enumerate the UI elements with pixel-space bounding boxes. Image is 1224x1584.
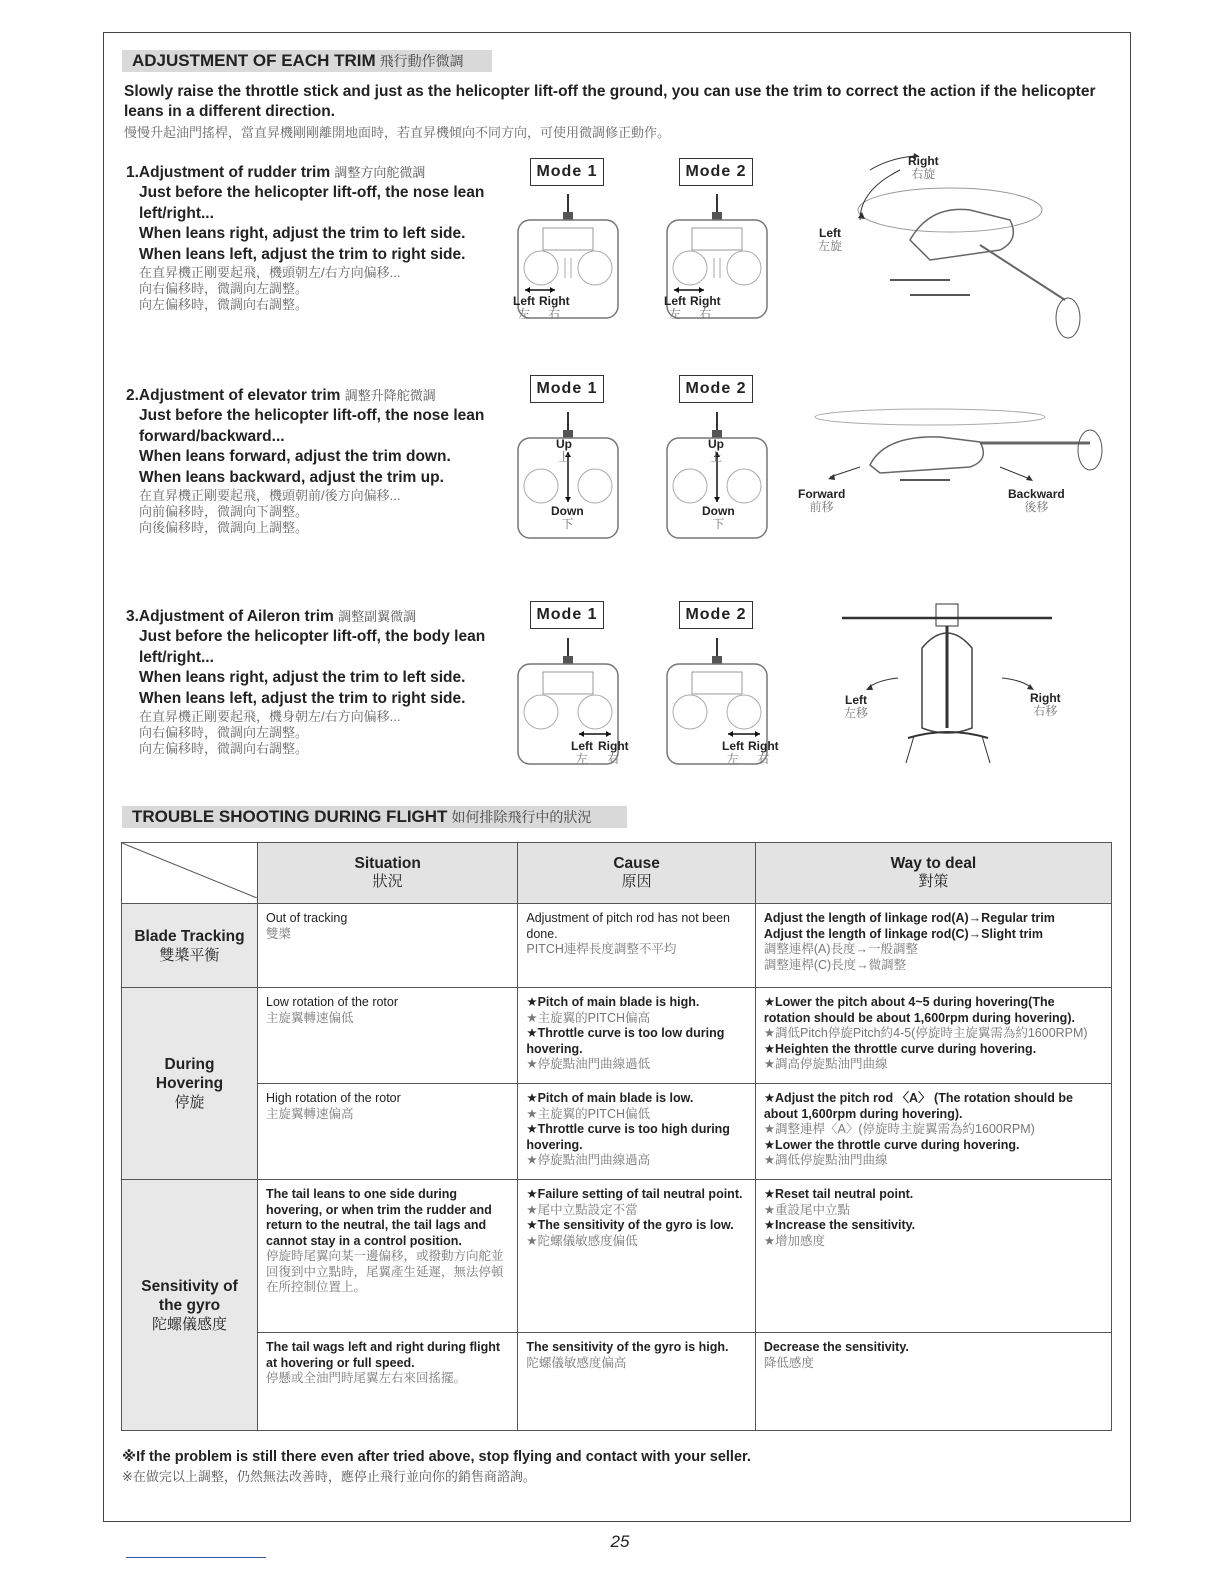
section-trim-title: ADJUSTMENT OF EACH TRIM bbox=[132, 51, 376, 70]
helicopter-elevator-icon bbox=[800, 395, 1120, 505]
table-row bbox=[122, 1333, 1112, 1431]
item-title-zh: 調整副翼微調 bbox=[338, 609, 417, 624]
item-title-zh: 調整方向舵微調 bbox=[334, 165, 426, 180]
trim-intro: Slowly raise the throttle stick and just as the helicopter lift-off the ground, you can use the trim to correct the action if the helicopter leans in a different direction. bbox=[124, 83, 1096, 120]
table-row bbox=[122, 1180, 1112, 1333]
deal-cell: Decrease the sensitivity. 降低感度 bbox=[755, 1333, 1111, 1431]
trim-item-rudder bbox=[126, 162, 506, 313]
item-line: When leans left, adjust the trim to right side. bbox=[139, 245, 466, 263]
helicopter-rudder-icon bbox=[830, 150, 1100, 350]
item-title-zh: 調整升降舵微調 bbox=[344, 388, 436, 403]
stick-up-label: Up 上 bbox=[556, 437, 572, 464]
stick-up-label: Up 上 bbox=[708, 437, 724, 464]
item-line-zh: 向右偏移時，微調向左調整。 bbox=[139, 725, 309, 740]
item-line-zh: 向左偏移時，微調向右調整。 bbox=[139, 741, 309, 756]
deal-cell: ★Reset tail neutral point. ★重設尾中立點 ★Increase the sensitivity. ★增加感度 bbox=[755, 1180, 1111, 1333]
header-way-to-deal: Way to deal 對策 bbox=[755, 843, 1111, 904]
situation-cell: The tail leans to one side during hovering, or when trim the rudder and return to the neutral, the tail lags and cannot stay in a control position. 停旋時尾翼向某一邊偏移，或撥動方向舵並回復到中立點時，尾翼產生延遲，無法停頓在所控制位置上。 bbox=[258, 1180, 518, 1333]
item-line-zh: 向左偏移時，微調向右調整。 bbox=[139, 297, 309, 312]
stick-down-label: Down 下 bbox=[702, 504, 735, 531]
item-line-zh: 在直昇機正剛要起飛，機頭朝左/右方向偏移... bbox=[139, 265, 401, 280]
cause-cell: The sensitivity of the gyro is high. 陀螺儀敏感度偏高 bbox=[518, 1333, 755, 1431]
stick-down-label: Down 下 bbox=[551, 504, 584, 531]
item-title: 3.Adjustment of Aileron trim bbox=[126, 608, 334, 625]
situation-cell: The tail wags left and right during flight at hovering or full speed. 停懸或全油門時尾翼左右來回搖擺。 bbox=[258, 1333, 518, 1431]
trim-item-elevator bbox=[126, 385, 506, 536]
mode2-label: Mode 2 bbox=[679, 601, 753, 629]
section-troubleshooting-title: TROUBLE SHOOTING DURING FLIGHT bbox=[132, 807, 448, 826]
diagonal-divider bbox=[122, 843, 257, 898]
cause-cell: ★Pitch of main blade is high. ★主旋翼的PITCH偏高 ★Throttle curve is too low during hovering. ★停旋點油門曲線過低 bbox=[518, 988, 755, 1084]
page-number: 25 bbox=[610, 1532, 630, 1551]
aileron-right-label: Right 右移 bbox=[1030, 691, 1061, 718]
item-line: Just before the helicopter lift-off, the body lean left/right... bbox=[139, 628, 486, 666]
item-line: When leans right, adjust the trim to left side. bbox=[139, 669, 466, 686]
stick-left-label: Left 左 bbox=[722, 739, 744, 766]
category-during-hovering: During Hovering 停旋 bbox=[122, 988, 258, 1180]
section-troubleshooting-header bbox=[122, 806, 627, 828]
cause-cell: ★Pitch of main blade is low. ★主旋翼的PITCH偏低 ★Throttle curve is too high during hovering. ★停旋點油門曲線過高 bbox=[518, 1084, 755, 1180]
stick-left-label: Left 左 bbox=[571, 739, 593, 766]
rudder-right-label: Right 右旋 bbox=[908, 154, 939, 181]
category-blade-tracking: Blade Tracking 雙槳平衡 bbox=[122, 904, 258, 988]
header-cause: Cause 原因 bbox=[518, 843, 755, 904]
bottom-rule bbox=[126, 1557, 266, 1558]
aileron-left-label: Left 左移 bbox=[844, 693, 869, 720]
mode2-label: Mode 2 bbox=[679, 158, 753, 186]
section-trim-title-zh: 飛行動作微調 bbox=[379, 53, 464, 69]
situation-cell: High rotation of the rotor 主旋翼轉速偏高 bbox=[258, 1084, 518, 1180]
table-row bbox=[122, 904, 1112, 988]
situation-cell: Low rotation of the rotor 主旋翼轉速偏低 bbox=[258, 988, 518, 1084]
cause-cell: ★Failure setting of tail neutral point. ★尾中立點設定不當 ★The sensitivity of the gyro is low. ★陀螺儀敏感度偏低 bbox=[518, 1180, 755, 1333]
mode2-label: Mode 2 bbox=[679, 375, 753, 403]
stick-left-label: Left 左 bbox=[513, 294, 535, 321]
category-gyro-sensitivity: Sensitivity of the gyro 陀螺儀感度 bbox=[122, 1180, 258, 1431]
item-line: When leans right, adjust the trim to left side. bbox=[139, 225, 466, 242]
mode1-label: Mode 1 bbox=[530, 601, 604, 629]
footer-note: ※If the problem is still there even after tried above, stop flying and contact with your seller. bbox=[122, 1449, 751, 1465]
item-line-zh: 向後偏移時，微調向上調整。 bbox=[139, 520, 309, 535]
elevator-backward-label: Backward 後移 bbox=[1008, 487, 1065, 514]
elevator-forward-label: Forward 前移 bbox=[798, 487, 846, 514]
helicopter-aileron-icon bbox=[840, 598, 1060, 768]
item-title: 2.Adjustment of elevator trim bbox=[126, 387, 341, 404]
stick-left-label: Left 左 bbox=[664, 294, 686, 321]
item-line: Just before the helicopter lift-off, the nose lean left/right... bbox=[139, 184, 485, 222]
item-line-zh: 向右偏移時，微調向左調整。 bbox=[139, 281, 309, 296]
cause-cell: Adjustment of pitch rod has not been done. PITCH連桿長度調整不平均 bbox=[518, 904, 755, 988]
header-situation: Situation 狀況 bbox=[258, 843, 518, 904]
item-line: Just before the helicopter lift-off, the nose lean forward/backward... bbox=[139, 407, 485, 445]
troubleshooting-table bbox=[121, 842, 1112, 1431]
footer-note-zh: ※在做完以上調整，仍然無法改善時，應停止飛行並向你的銷售商諮詢。 bbox=[122, 1469, 536, 1484]
trim-intro-zh: 慢慢升起油門搖桿，當直昇機剛剛離開地面時，若直昇機傾向不同方向，可使用微調修正動作。 bbox=[124, 125, 671, 140]
item-line: When leans left, adjust the trim to right side. bbox=[139, 689, 466, 707]
trim-item-aileron bbox=[126, 606, 506, 757]
table-row bbox=[122, 988, 1112, 1084]
stick-right-label: Right 右 bbox=[748, 739, 779, 766]
table-row bbox=[122, 1084, 1112, 1180]
item-line: When leans forward, adjust the trim down. bbox=[139, 448, 451, 465]
situation-cell: Out of tracking 雙槳 bbox=[258, 904, 518, 988]
deal-cell: ★Lower the pitch about 4~5 during hovering(The rotation should be about 1,600rpm during hovering). ★調低Pitch停旋Pitch約4-5(停旋時主旋翼需為約1600RPM) ★Heighten the throttle curve during hovering. ★調高停旋點油門曲線 bbox=[755, 988, 1111, 1084]
deal-cell: ★Adjust the pitch rod 〈A〉 (The rotation should be about 1,600rpm during hovering). ★調整連桿〈A〉(停旋時主旋翼需為約1600RPM) ★Lower the throttle curve during hovering. ★調低停旋點油門曲線 bbox=[755, 1084, 1111, 1180]
stick-right-label: Right 右 bbox=[539, 294, 570, 321]
stick-right-label: Right 右 bbox=[598, 739, 629, 766]
mode1-label: Mode 1 bbox=[530, 375, 604, 403]
item-line-zh: 向前偏移時，微調向下調整。 bbox=[139, 504, 309, 519]
mode1-label: Mode 1 bbox=[530, 158, 604, 186]
section-troubleshooting-title-zh: 如何排除飛行中的狀況 bbox=[451, 809, 592, 825]
section-trim-header bbox=[122, 50, 492, 72]
stick-right-label: Right 右 bbox=[690, 294, 721, 321]
item-line-zh: 在直昇機正剛要起飛，機頭朝前/後方向偏移... bbox=[139, 488, 401, 503]
item-line-zh: 在直昇機正剛要起飛，機身朝左/右方向偏移... bbox=[139, 709, 401, 724]
deal-cell: Adjust the length of linkage rod(A)→Regular trim Adjust the length of linkage rod(C)→Slight trim 調整連桿(A)長度→一般調整 調整連桿(C)長度→微調整 bbox=[755, 904, 1111, 988]
rudder-left-label: Left 左旋 bbox=[818, 226, 843, 253]
item-title: 1.Adjustment of rudder trim bbox=[126, 164, 331, 181]
item-line: When leans backward, adjust the trim up. bbox=[139, 468, 444, 486]
corner-cell bbox=[122, 843, 258, 904]
